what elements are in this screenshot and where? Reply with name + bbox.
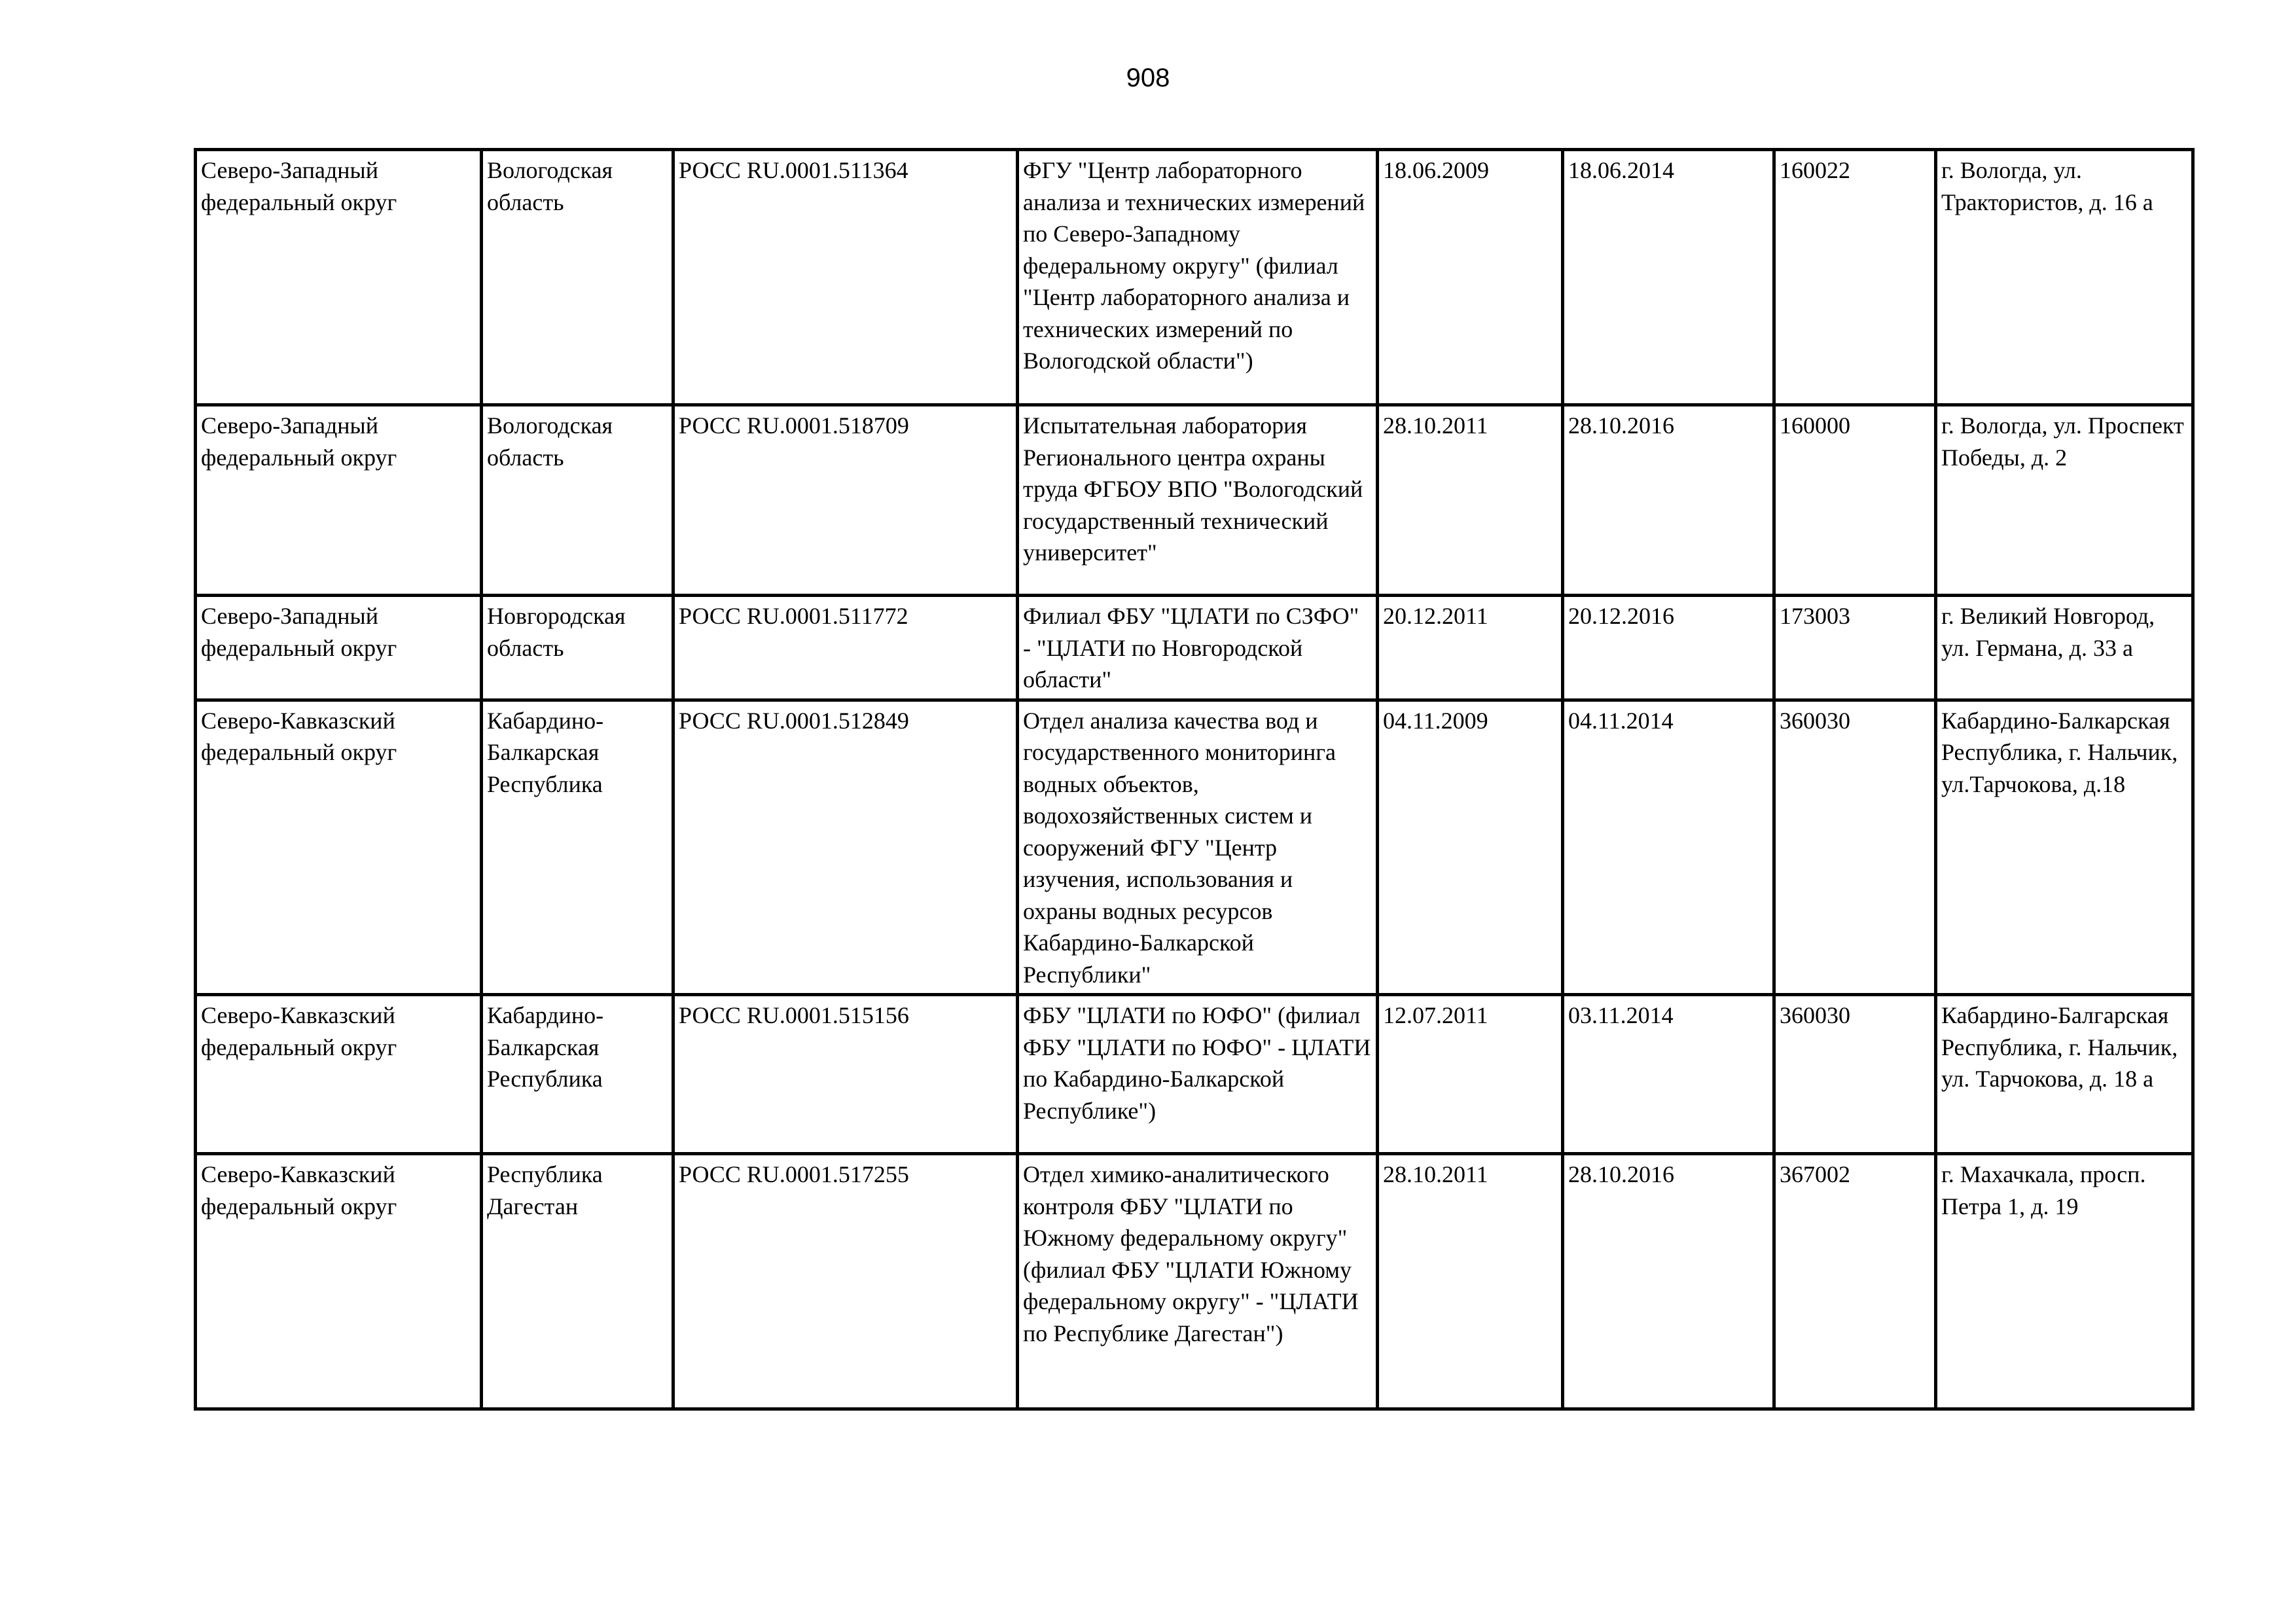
district-cell: Северо-Западный федеральный округ	[196, 150, 482, 405]
date-from-cell: 20.12.2011	[1378, 596, 1563, 700]
certificate-cell: РОСС RU.0001.511364	[673, 150, 1018, 405]
page-number: 908	[1126, 63, 1170, 92]
postal-index-cell: 160022	[1774, 150, 1936, 405]
date-from-cell: 28.10.2011	[1378, 405, 1563, 596]
date-to-cell: 03.11.2014	[1563, 995, 1774, 1154]
region-cell: Вологодская область	[482, 150, 673, 405]
table-row	[196, 1154, 2193, 1409]
date-from-cell: 04.11.2009	[1378, 700, 1563, 995]
laboratory-registry-table	[194, 148, 2195, 1411]
table-row	[196, 995, 2193, 1154]
table-row	[196, 700, 2193, 995]
address-cell: Кабардино-Балгарская Республика, г. Нальчик, ул. Тарчокова, д. 18 а	[1936, 995, 2193, 1154]
organization-cell: ФГУ "Центр лабораторного анализа и технических измерений по Северо-Западному федеральному округу" (филиал "Центр лабораторного анализа и технических измерений по Вологодской области")	[1018, 150, 1378, 405]
organization-cell: Испытательная лаборатория Регионального центра охраны труда ФГБОУ ВПО "Вологодский государственный технический университет"	[1018, 405, 1378, 596]
region-cell: Новгородская область	[482, 596, 673, 700]
certificate-cell: РОСС RU.0001.512849	[673, 700, 1018, 995]
date-to-cell: 18.06.2014	[1563, 150, 1774, 405]
organization-cell: Отдел химико-аналитического контроля ФБУ "ЦЛАТИ по Южному федеральному округу" (филиал ФБУ "ЦЛАТИ Южному федеральному округу" - "ЦЛАТИ по Республике Дагестан")	[1018, 1154, 1378, 1409]
address-cell: г. Вологда, ул. Трактористов, д. 16 а	[1936, 150, 2193, 405]
date-from-cell: 12.07.2011	[1378, 995, 1563, 1154]
certificate-cell: РОСС RU.0001.511772	[673, 596, 1018, 700]
postal-index-cell: 360030	[1774, 995, 1936, 1154]
organization-cell: ФБУ "ЦЛАТИ по ЮФО" (филиал ФБУ "ЦЛАТИ по ЮФО" - ЦЛАТИ по Кабардино-Балкарской Республике")	[1018, 995, 1378, 1154]
date-from-cell: 18.06.2009	[1378, 150, 1563, 405]
district-cell: Северо-Кавказский федеральный округ	[196, 1154, 482, 1409]
district-cell: Северо-Западный федеральный округ	[196, 596, 482, 700]
region-cell: Кабардино-Балкарская Республика	[482, 700, 673, 995]
address-cell: г. Вологда, ул. Проспект Победы, д. 2	[1936, 405, 2193, 596]
date-from-cell: 28.10.2011	[1378, 1154, 1563, 1409]
date-to-cell: 20.12.2016	[1563, 596, 1774, 700]
region-cell: Вологодская область	[482, 405, 673, 596]
date-to-cell: 04.11.2014	[1563, 700, 1774, 995]
organization-cell: Отдел анализа качества вод и государственного мониторинга водных объектов, водохозяйственных систем и сооружений ФГУ "Центр изучения, использования и охраны водных ресурсов Кабардино-Балкарской Республики"	[1018, 700, 1378, 995]
district-cell: Северо-Кавказский федеральный округ	[196, 995, 482, 1154]
district-cell: Северо-Западный федеральный округ	[196, 405, 482, 596]
address-cell: г. Великий Новгород, ул. Германа, д. 33 а	[1936, 596, 2193, 700]
table-row	[196, 150, 2193, 405]
organization-cell: Филиал ФБУ "ЦЛАТИ по СЗФО" - "ЦЛАТИ по Новгородской области"	[1018, 596, 1378, 700]
certificate-cell: РОСС RU.0001.518709	[673, 405, 1018, 596]
region-cell: Республика Дагестан	[482, 1154, 673, 1409]
postal-index-cell: 173003	[1774, 596, 1936, 700]
region-cell: Кабардино-Балкарская Республика	[482, 995, 673, 1154]
postal-index-cell: 160000	[1774, 405, 1936, 596]
address-cell: г. Махачкала, просп. Петра 1, д. 19	[1936, 1154, 2193, 1409]
district-cell: Северо-Кавказский федеральный округ	[196, 700, 482, 995]
postal-index-cell: 367002	[1774, 1154, 1936, 1409]
table-row	[196, 405, 2193, 596]
postal-index-cell: 360030	[1774, 700, 1936, 995]
table-row	[196, 596, 2193, 700]
certificate-cell: РОСС RU.0001.515156	[673, 995, 1018, 1154]
date-to-cell: 28.10.2016	[1563, 405, 1774, 596]
address-cell: Кабардино-Балкарская Республика, г. Нальчик, ул.Тарчокова, д.18	[1936, 700, 2193, 995]
certificate-cell: РОСС RU.0001.517255	[673, 1154, 1018, 1409]
date-to-cell: 28.10.2016	[1563, 1154, 1774, 1409]
